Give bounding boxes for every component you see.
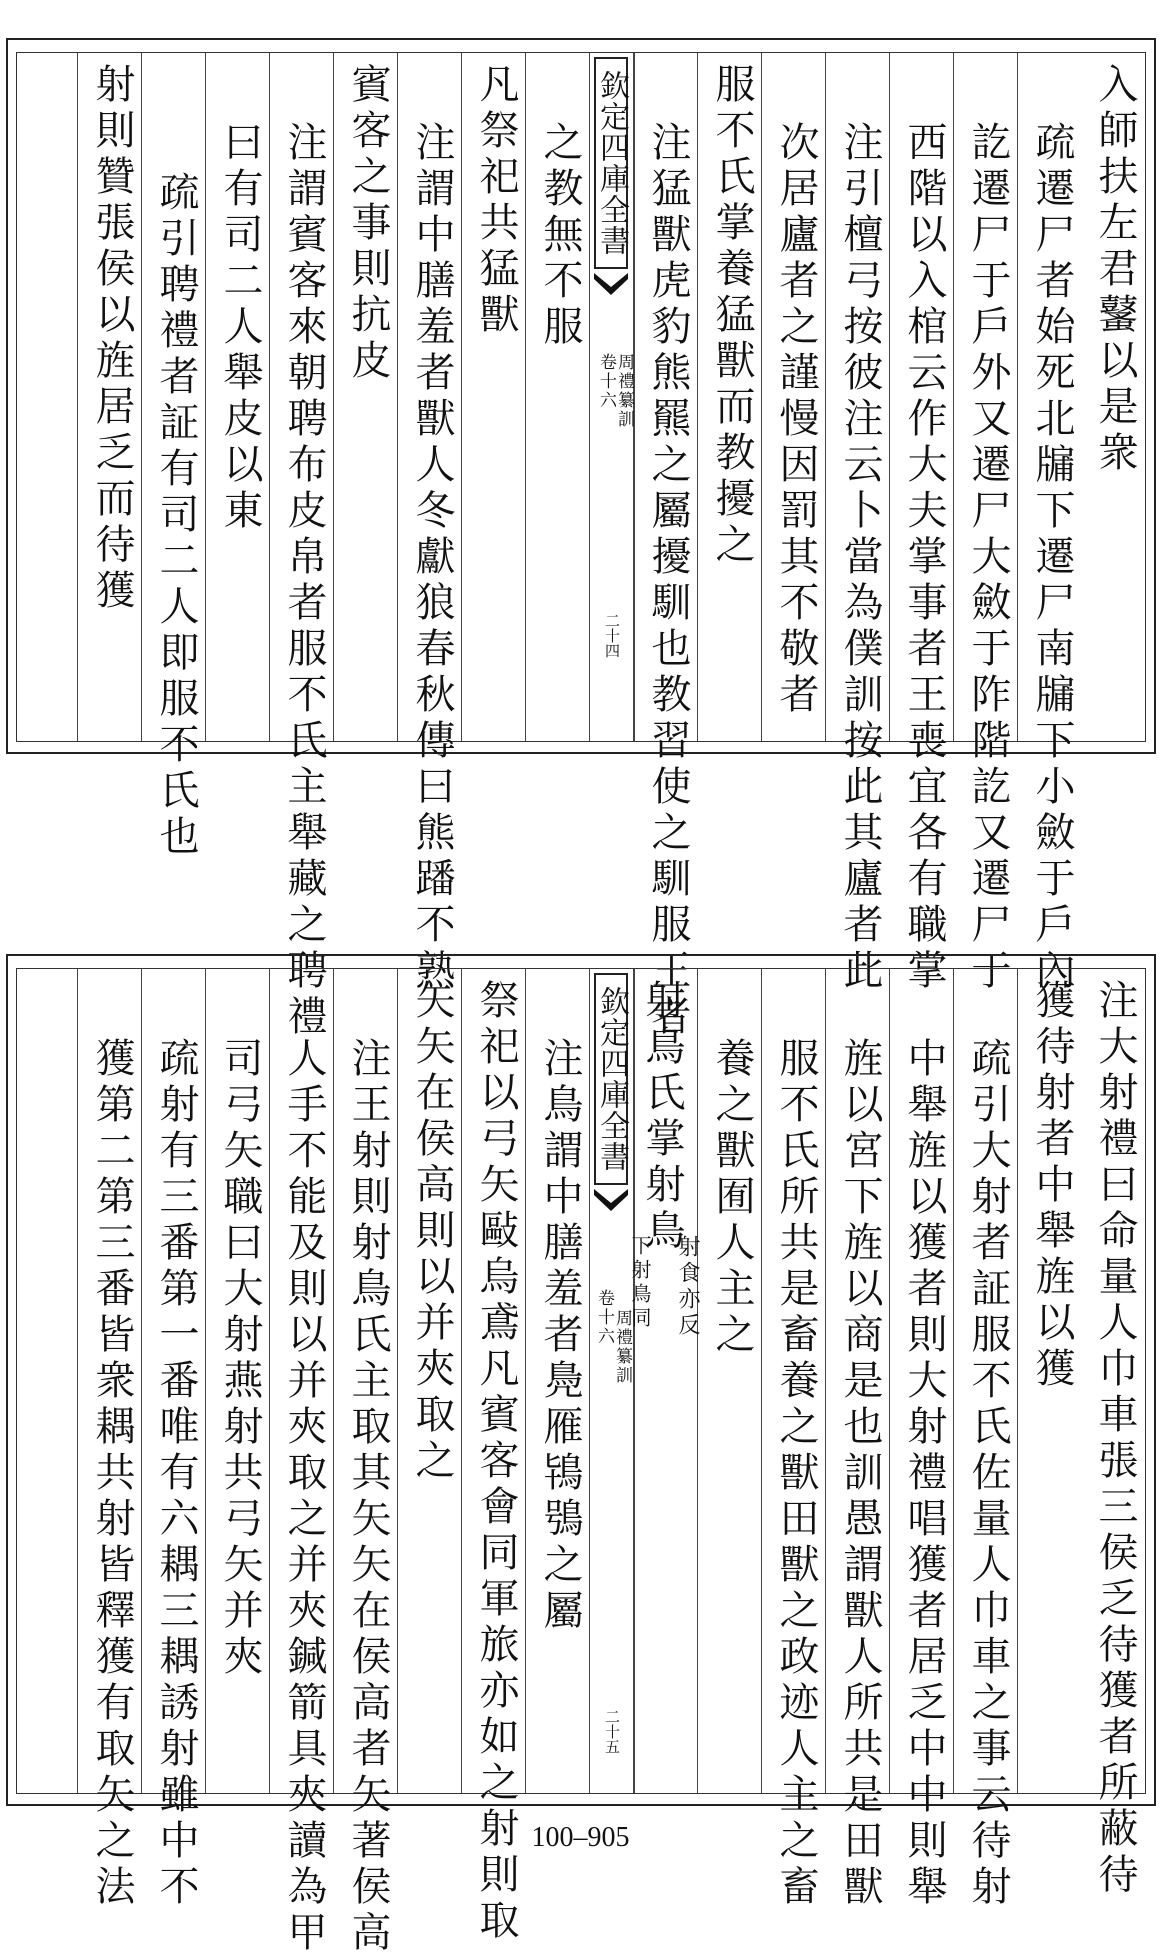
book-title: 周禮纂訓: [612, 1309, 632, 1385]
text-column: [461, 969, 525, 1945]
column-text: 訖遷尸于戶外又遷尸大斂于阼階訖又遷尸于: [965, 121, 1011, 995]
volume-label: 卷十六: [596, 353, 616, 410]
column-text: 養之獸囿人主之: [709, 1037, 755, 1359]
page-footer-number: 100–905: [531, 1822, 630, 1853]
text-column: [953, 969, 1017, 1911]
text-column: [397, 53, 461, 995]
column-text: 射則贊張侯以旌居乏而待獲: [89, 63, 135, 615]
text-column: [1081, 53, 1145, 741]
text-column: [889, 53, 953, 995]
column-text: 射鳥氏掌射鳥: [639, 979, 685, 1255]
column-text: 次居廬者之謹慢因罰其不敬者: [773, 121, 819, 719]
text-column: [525, 53, 589, 741]
blank-column: [17, 969, 77, 1793]
text-column: [269, 969, 333, 1957]
column-text: 注鳥謂中膳羞者鳧雁鴇鴞之屬: [537, 1037, 583, 1635]
column-text: 服不氏掌養猛獸而教擾之: [709, 63, 755, 569]
book-title: 周禮纂訓: [614, 353, 634, 429]
column-text: 注大射禮曰命量人巾車張三侯乏待獲者所蔽待: [1092, 979, 1138, 1899]
column-text: 之教無不服: [537, 121, 583, 351]
text-column: [141, 53, 205, 861]
column-text: 賓客之事則抗皮: [345, 63, 391, 385]
text-column: [761, 969, 825, 1911]
column-text: 獲第二第三番皆衆耦共射皆釋獲有取矢之法: [89, 1037, 135, 1911]
fish-tail-ornament: [594, 273, 628, 295]
top-page-frame: [16, 52, 1146, 1041]
text-column: [825, 969, 889, 1911]
column-text: 疏引聘禮者証有司二人即服不氏也: [153, 171, 199, 861]
column-text: 祭祀以弓矢敺烏鳶凡賓客會同軍旅亦如之射則取: [473, 979, 519, 1945]
column-text: 矢矢在侯高則以并夾取之: [409, 979, 455, 1485]
text-column: [205, 53, 269, 741]
column-text: 人手不能及則以并夾取之并夾鍼箭具夾讀為甲: [281, 1037, 327, 1957]
text-column: [697, 53, 761, 741]
text-column: [953, 53, 1017, 995]
column-text: 中舉旌以獲者則大射禮唱獲者居乏中中則舉: [901, 1037, 947, 1911]
column-text: 注王射則射鳥氏主取其矢矢在侯高者矢著侯高: [345, 1037, 391, 1957]
text-column: [761, 53, 825, 741]
pronunciation-note: 下射鳥同: [628, 1235, 652, 1331]
series-title: 欽定四庫全書: [594, 57, 628, 269]
fish-tail-ornament: [594, 1189, 628, 1211]
text-column: [633, 53, 697, 1041]
column-text: 注引檀弓按彼注云卜當為僕訓按此其廬者此: [837, 121, 883, 995]
text-column: [333, 53, 397, 741]
page-number: 二十五: [603, 1709, 621, 1754]
pronunciation-note: 射食亦反: [675, 1235, 700, 1339]
text-column: [633, 969, 700, 1793]
text-column: [333, 969, 397, 1957]
text-column: [1017, 53, 1081, 995]
series-title: 欽定四庫全書: [594, 973, 628, 1185]
column-text: 注猛獸虎豹熊羆之屬擾馴也教習使之馴服王者: [645, 121, 691, 1041]
top-page: [6, 38, 1156, 1041]
column-text: 曰有司二人舉皮以東: [217, 121, 263, 535]
column-text: 西階以入棺云作大夫掌事者王喪宜各有職掌: [901, 121, 947, 995]
column-text: 獲待射者中舉旌以獲: [1029, 979, 1075, 1393]
text-column: [397, 969, 461, 1793]
volume-label: 卷十六: [594, 1289, 614, 1346]
text-column: [461, 53, 525, 741]
column-text: 疏射有三番第一番唯有六耦三耦誘射雖中不: [153, 1037, 199, 1911]
text-column: [889, 969, 953, 1911]
column-text: 疏引大射者証服不氏佐量人巾車之事云待射: [965, 1037, 1011, 1911]
text-column: [77, 969, 141, 1911]
column-text: 司弓矢職曰大射燕射共弓矢并夾: [217, 1037, 263, 1681]
center-gutter: [589, 969, 652, 1793]
center-gutter: [589, 53, 635, 741]
text-column: [269, 53, 333, 1041]
column-text: 凡祭祀共猛獸: [473, 63, 519, 339]
column-text: 服不氏所共是畜養之獸田獸之政迹人主之畜: [773, 1037, 819, 1911]
text-column: [525, 969, 589, 1793]
column-text: 注謂中膳羞者獸人冬獻狼春秋傳曰熊蹯不熟: [409, 121, 455, 995]
text-column: [1081, 969, 1145, 1899]
text-column: [1017, 969, 1081, 1793]
column-text: 入師扶左君鼜以是衆: [1092, 63, 1138, 477]
text-column: [205, 969, 269, 1793]
text-column: [141, 969, 205, 1911]
column-text: 旌以宮下旌以商是也訓愚謂獸人所共是田獸: [837, 1037, 883, 1911]
text-column: [825, 53, 889, 995]
column-text: 注謂賓客來朝聘布皮帛者服不氏主舉藏之聘禮: [281, 121, 327, 1041]
page-number: 二十四: [603, 613, 621, 658]
text-column: [697, 969, 761, 1793]
blank-column: [17, 53, 77, 741]
column-text: 疏遷尸者始死北牖下遷尸南牖下小斂于戶內: [1029, 121, 1075, 995]
text-column: [77, 53, 141, 741]
